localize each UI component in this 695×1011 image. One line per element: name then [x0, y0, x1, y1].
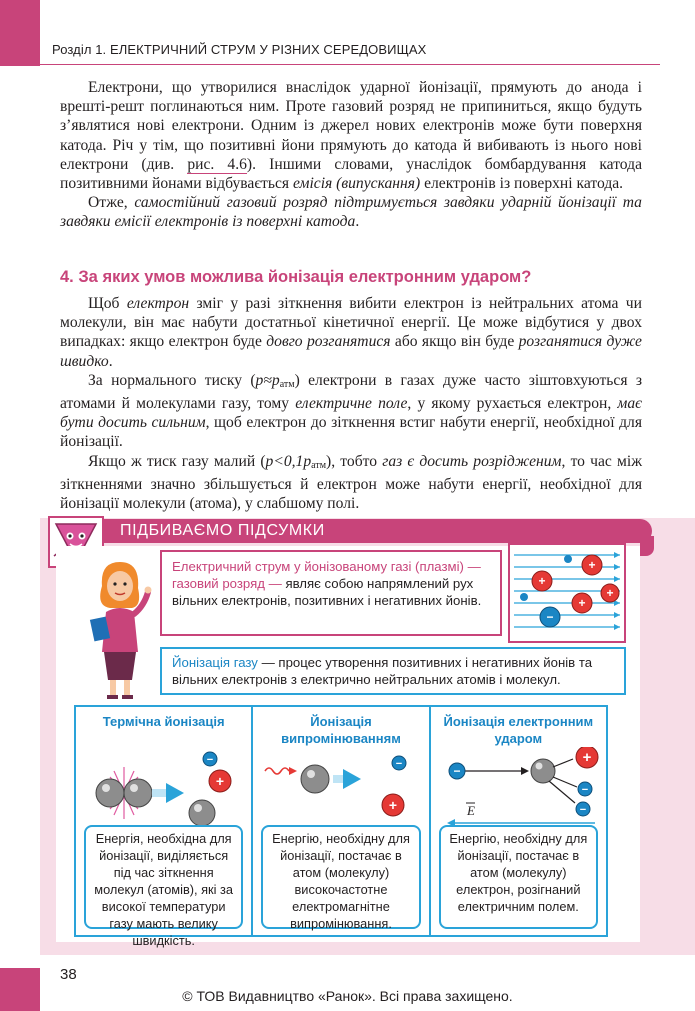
impact-minus-sign-3: −	[579, 804, 586, 816]
paragraph-5: Якщо ж тиск газу малий $(p<0,1p_{атм})$, тобто газ є досить розрідженим, то час між зіткненнями значно збільшується й електрон може набути енергії, необхідної для йонізації молекули (атома), у слабшому полі.	[60, 452, 642, 513]
field-vector-label: E	[466, 803, 475, 818]
section-heading: 4. За яких умов можлива йонізація електронним ударом?	[60, 268, 532, 286]
type-radiation	[253, 707, 430, 935]
type-thermal-title: Термічна йонізація	[102, 714, 225, 729]
paragraph-4: За нормального тиску $(p\approx p_{атм})$ електрони в газах дуже часто зіштовхуються з атомами й молекулами газу, тому електричне поле, у якому рухається електрон, має бути досить сильним, щоб електрон до зіткнення встиг набути енергії, необхідної для йонізації.	[60, 371, 642, 451]
plasma-field-diagram	[508, 543, 626, 643]
field-minus-1: −	[546, 610, 554, 624]
running-head: Розділ 1. ЕЛЕКТРИЧНИЙ СТРУМ У РІЗНИХ СЕРЕДОВИЩАХ	[52, 42, 427, 57]
page-tab-top	[0, 0, 40, 66]
type-electron-impact-title: Йонізація електронним ударом	[443, 714, 594, 746]
type-radiation-title: Йонізація випромінюванням	[281, 714, 401, 746]
type-thermal-description: Енергія, необхідна для йонізації, виділяється під час зіткнення молекул (атомів), які за високої температури газу мають велику швидкість.	[84, 825, 243, 929]
field-plus-3: +	[578, 596, 586, 610]
field-plus-4: +	[606, 586, 614, 600]
banner-tab	[640, 536, 654, 556]
field-plus-1: +	[588, 558, 596, 572]
thermal-plus-sign: +	[215, 773, 225, 789]
electron-impact-icon	[435, 747, 611, 827]
header-rule	[40, 64, 660, 65]
body-text-top	[60, 78, 642, 232]
type-electron-impact-description: Енергію, необхідну для йонізації, постачає в атом (молекулу) електрон, розігнаний електричним полем.	[439, 825, 598, 929]
paragraph-1: Електрони, що утворилися внаслідок ударної йонізації, прямують до анода і врешті-решт поглинаються ним. Проте газовий розряд не припиниться, якщо будуть з’являтися нові електрони. Одним із джерел нових електронів може бути поверхня катода. Річ у тім, що позитивні йони прямують до катода й вибивають із нього нові електрони (див. рис. 4.6). Іншими словами, унаслідок бомбардування катода позитивними йонами відбувається емісія (випускання) електронів із поверхні катода.	[60, 79, 643, 193]
definition-gas-discharge: Електричний струм у йонізованому газі (плазмі) — газовий розряд — являє собою напрямлений рух вільних електронів, позитивних і негативних йонів.	[160, 550, 502, 636]
type-thermal	[76, 707, 253, 948]
type-electron-impact	[431, 707, 606, 935]
paragraph-3: Щоб електрон зміг у разі зіткнення вибити електрон із нейтральних атома чи молекули, він має набути достатньої кінетичної енергії. Це може відбутися у двох випадках: якщо електрон буде довго розганятися або якщо він буде розганятися дуже швидко.	[60, 295, 642, 370]
thermal-minus-sign: −	[206, 754, 214, 766]
paragraph-2: Отже, самостійний газовий розряд підтримується завдяки ударній йонізації та завдяки емісії електронів із поверхні катода.	[60, 194, 642, 231]
copyright-notice: © ТОВ Видавництво «Ранок». Всі права захищено.	[182, 988, 513, 1004]
impact-minus-sign-2: −	[581, 784, 588, 796]
type-radiation-description: Енергію, необхідну для йонізації, постачає в атом (молекулу) високочастотне електромагнітне випромінювання.	[261, 825, 420, 929]
page-number: 38	[60, 966, 77, 983]
summary-title: ПІДБИВАЄМО ПІДСУМКИ	[120, 522, 325, 539]
radiation-ionization-icon	[257, 747, 433, 827]
impact-minus-sign-1: −	[453, 764, 461, 778]
figure-reference-link[interactable]: рис. 4.6	[187, 155, 247, 173]
teacher-illustration-icon	[82, 556, 158, 706]
ionization-types-table	[74, 705, 608, 948]
definition-gas-ionization: Йонізація газу — процес утворення позитивних і негативних йонів та вільних електронів з електрично нейтральних атомів і молекул.	[160, 647, 626, 695]
body-text-bottom	[60, 294, 642, 513]
radiation-plus-sign: +	[389, 797, 398, 813]
radiation-minus-sign: −	[396, 758, 403, 770]
thermal-collision-icon	[80, 747, 256, 827]
impact-plus-sign: +	[582, 749, 592, 766]
field-plus-2: +	[538, 574, 546, 588]
